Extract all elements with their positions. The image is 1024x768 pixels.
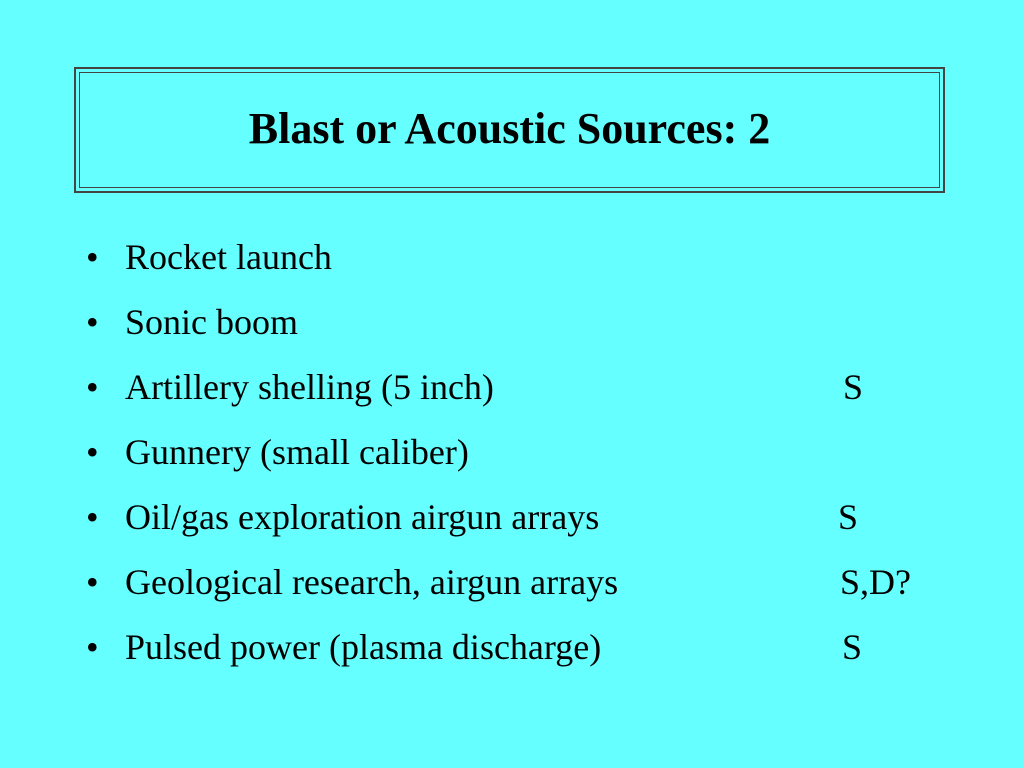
list-item-text: Gunnery (small caliber) — [125, 432, 469, 472]
list-item-tag: S — [838, 497, 859, 537]
list-item-text: Pulsed power (plasma discharge) — [125, 627, 602, 667]
list-item-text: Artillery shelling (5 inch) — [125, 367, 494, 407]
list-item — [86, 297, 986, 362]
bullet-icon: • — [86, 497, 99, 537]
title-frame-inner — [79, 72, 940, 188]
list-item — [86, 362, 986, 427]
list-item-tag: S,D? — [840, 562, 911, 602]
bullet-icon: • — [86, 367, 99, 407]
list-item-text: Oil/gas exploration airgun arrays — [125, 497, 600, 537]
list-item-text: Geological research, airgun arrays — [125, 562, 619, 602]
list-item-text: Sonic boom — [125, 302, 299, 342]
bullet-icon: • — [86, 562, 99, 602]
list-item — [86, 232, 986, 297]
list-item — [86, 622, 986, 687]
list-item-tag: S — [843, 367, 864, 407]
bullet-icon: • — [86, 432, 99, 472]
list-item — [86, 492, 986, 557]
slide-title: Blast or Acoustic Sources: 2 — [248, 103, 771, 153]
list-item-tag: S — [842, 627, 863, 667]
bullet-icon: • — [86, 627, 99, 667]
bullet-icon: • — [86, 237, 99, 277]
title-frame — [74, 67, 945, 193]
list-item — [86, 427, 986, 492]
bullet-list — [86, 232, 986, 687]
bullet-icon: • — [86, 302, 99, 342]
list-item — [86, 557, 986, 622]
list-item-text: Rocket launch — [125, 237, 332, 277]
